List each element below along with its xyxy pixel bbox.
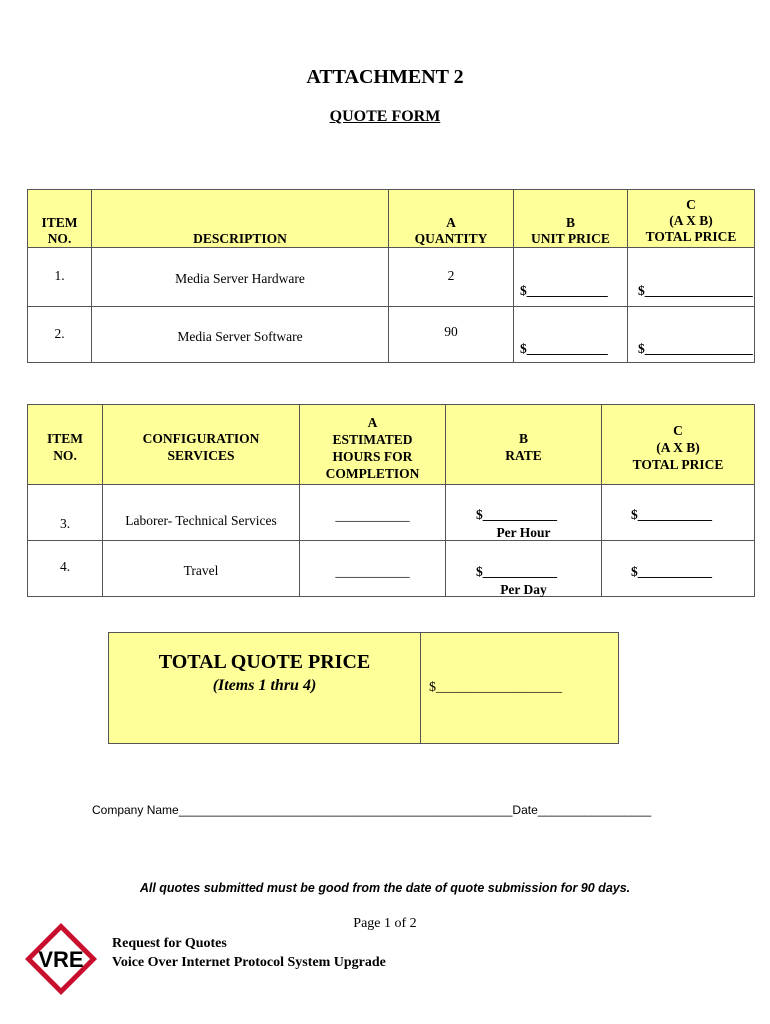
footer-text xyxy=(112,934,386,972)
service-description: Laborer- Technical Services xyxy=(125,513,277,528)
table-row xyxy=(28,248,755,307)
total-quote-box xyxy=(108,632,619,744)
service-description: Travel xyxy=(183,563,219,578)
item-number: 4. xyxy=(59,559,71,574)
total-quote-subtitle: (Items 1 thru 4) xyxy=(212,677,317,694)
page-number: Page 1 of 2 xyxy=(353,916,417,931)
total-price-field[interactable]: $___________ xyxy=(631,507,712,522)
rate-field[interactable]: $___________ xyxy=(476,507,557,522)
header-total-price: C (A X B) TOTAL PRICE xyxy=(628,190,755,248)
total-box-divider xyxy=(420,633,421,743)
total-price-field[interactable]: $________________ xyxy=(638,341,753,356)
vre-logo xyxy=(24,922,98,996)
footer-line-2: Voice Over Internet Protocol System Upgrade xyxy=(112,955,386,970)
estimated-hours-field[interactable]: ___________ xyxy=(335,508,410,523)
company-name-label: Company Name xyxy=(92,803,179,817)
item-description: Media Server Software xyxy=(177,329,303,344)
header-item-no: ITEM NO. xyxy=(28,190,92,248)
document-title: ATTACHMENT 2 xyxy=(306,66,464,88)
date-field[interactable]: _________________ xyxy=(537,803,652,817)
item-number: 1. xyxy=(54,268,65,283)
vre-logo-text: VRE xyxy=(38,947,84,972)
vre-logo-icon xyxy=(24,922,98,996)
header-description: DESCRIPTION xyxy=(92,190,389,248)
rate-unit: Per Hour xyxy=(496,525,551,540)
header-quantity: A QUANTITY xyxy=(389,190,514,248)
item-number: 3. xyxy=(59,516,71,531)
table-row xyxy=(28,307,755,363)
header-configuration-services: CONFIGURATION SERVICES xyxy=(103,405,300,485)
validity-note: All quotes submitted must be good from the date of quote submission for 90 days. xyxy=(139,881,631,895)
table-row xyxy=(28,485,755,541)
item-quantity: 2 xyxy=(447,268,455,283)
header-item-no: ITEM NO. xyxy=(28,405,103,485)
total-price-field[interactable]: $________________ xyxy=(638,283,753,298)
item-number: 2. xyxy=(54,326,65,341)
footer-line-1: Request for Quotes xyxy=(112,936,227,951)
company-name-field[interactable]: __________________________________________________ xyxy=(178,803,513,817)
estimated-hours-field[interactable]: ___________ xyxy=(335,564,410,579)
item-description: Media Server Hardware xyxy=(175,271,305,286)
rate-unit: Per Day xyxy=(500,582,547,597)
unit-price-field[interactable]: $____________ xyxy=(520,341,608,356)
date-label: Date xyxy=(512,803,538,817)
unit-price-field[interactable]: $____________ xyxy=(520,283,608,298)
document-subtitle: QUOTE FORM xyxy=(329,108,441,125)
total-quote-price-field[interactable]: $__________________ xyxy=(429,680,562,695)
rate-field[interactable]: $___________ xyxy=(476,564,557,579)
signature-line xyxy=(92,803,651,817)
table-row xyxy=(28,541,755,597)
total-quote-title: TOTAL QUOTE PRICE xyxy=(158,651,371,673)
services-quote-table xyxy=(27,404,755,597)
header-rate: B RATE xyxy=(446,405,602,485)
item-quantity: 90 xyxy=(444,324,458,339)
total-price-field[interactable]: $___________ xyxy=(631,564,712,579)
header-total-price: C (A X B) TOTAL PRICE xyxy=(602,405,755,485)
equipment-quote-table xyxy=(27,189,755,363)
header-unit-price: B UNIT PRICE xyxy=(514,190,628,248)
header-estimated-hours: A ESTIMATED HOURS FOR COMPLETION xyxy=(300,405,446,485)
